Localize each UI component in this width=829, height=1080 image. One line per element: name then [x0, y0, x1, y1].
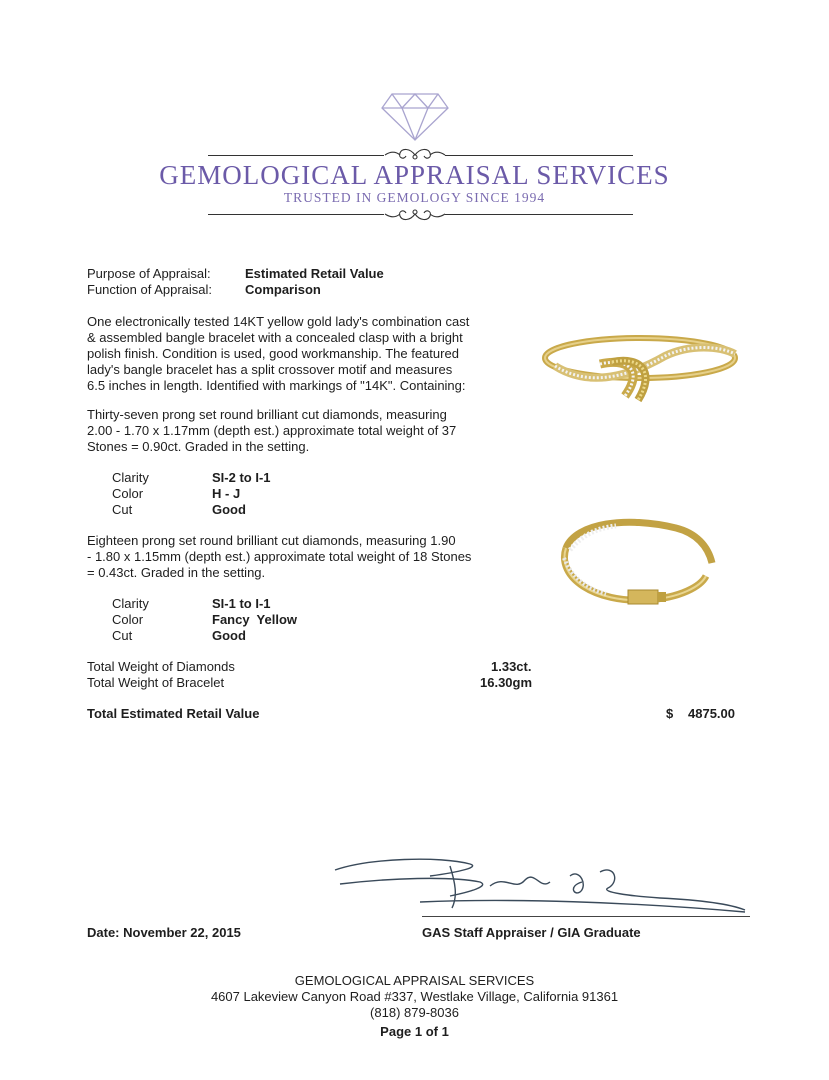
header-rule-top [208, 155, 384, 156]
appraiser-signature [330, 852, 750, 922]
purpose-value: Estimated Retail Value [245, 266, 384, 281]
company-tagline: TRUSTED IN GEMOLOGY SINCE 1994 [283, 190, 546, 205]
scroll-ornament-bottom-icon [384, 205, 446, 223]
stones1-color-label: Color [112, 486, 144, 501]
bracelet-photo-top [530, 318, 750, 418]
stones1-cut-label: Cut [112, 502, 133, 517]
description-line: One electronically tested 14KT yellow gold lady's combination cast [87, 314, 470, 329]
footer-company: GEMOLOGICAL APPRAISAL SERVICES [294, 973, 535, 988]
stones2-line: Eighteen prong set round brilliant cut diamonds, measuring 1.90 [87, 533, 456, 548]
function-label: Function of Appraisal: [87, 282, 213, 297]
item-description [87, 314, 497, 394]
description-line: polish finish. Condition is used, good workmanship. The featured [87, 346, 459, 361]
footer-phone: (818) 879-8036 [370, 1005, 459, 1020]
signature-line [422, 916, 750, 917]
header-rule-bottom-right [445, 214, 633, 215]
stones1-line: 2.00 - 1.70 x 1.17mm (depth est.) approximate total weight of 37 [87, 423, 457, 438]
appraisal-date: Date: November 22, 2015 [87, 925, 241, 940]
purpose-label: Purpose of Appraisal: [87, 266, 211, 281]
stones2-line: - 1.80 x 1.15mm (depth est.) approximate total weight of 18 Stones [87, 549, 472, 564]
company-title: GEMOLOGICAL APPRAISAL SERVICES [159, 160, 670, 190]
bracelet-photo-bottom [536, 508, 726, 638]
stones2-color-value: Fancy Yellow [212, 612, 298, 627]
stones1-clarity-value: SI-2 to I-1 [212, 470, 271, 485]
total-bracelet-label: Total Weight of Bracelet [87, 675, 225, 690]
total-bracelet-value: 16.30gm [480, 675, 533, 690]
appraiser-title: GAS Staff Appraiser / GIA Graduate [422, 925, 641, 940]
stones1-description [87, 407, 497, 455]
total-retail-label: Total Estimated Retail Value [87, 706, 260, 721]
stones1-line: Stones = 0.90ct. Graded in the setting. [87, 439, 310, 454]
stones2-cut-value: Good [212, 628, 246, 643]
description-line: & assembled bangle bracelet with a concealed clasp with a bright [87, 330, 463, 345]
stones2-description [87, 533, 497, 581]
description-line: 6.5 inches in length. Identified with markings of "14K". Containing: [87, 378, 466, 393]
stones2-cut-label: Cut [112, 628, 133, 643]
stones1-color-value: H - J [212, 486, 241, 501]
stones2-clarity-value: SI-1 to I-1 [212, 596, 271, 611]
stones1-clarity-label: Clarity [112, 470, 149, 485]
currency-symbol: $ [666, 706, 674, 721]
footer-address: 4607 Lakeview Canyon Road #337, Westlake Village, California 91361 [210, 989, 619, 1004]
stones1-line: Thirty-seven prong set round brilliant cut diamonds, measuring [87, 407, 447, 422]
stones2-line: = 0.43ct. Graded in the setting. [87, 565, 266, 580]
stones1-cut-value: Good [212, 502, 246, 517]
total-diamonds-value: 1.33ct. [491, 659, 532, 674]
stones2-color-label: Color [112, 612, 144, 627]
total-retail-value: 4875.00 [688, 706, 735, 721]
total-diamonds-label: Total Weight of Diamonds [87, 659, 235, 674]
description-line: lady's bangle bracelet has a split crossover motif and measures [87, 362, 453, 377]
diamond-icon [380, 92, 450, 142]
page-number: Page 1 of 1 [380, 1024, 449, 1039]
header-rule-top-right [445, 155, 633, 156]
function-value: Comparison [245, 282, 321, 297]
header-rule-bottom [208, 214, 384, 215]
stones2-clarity-label: Clarity [112, 596, 149, 611]
